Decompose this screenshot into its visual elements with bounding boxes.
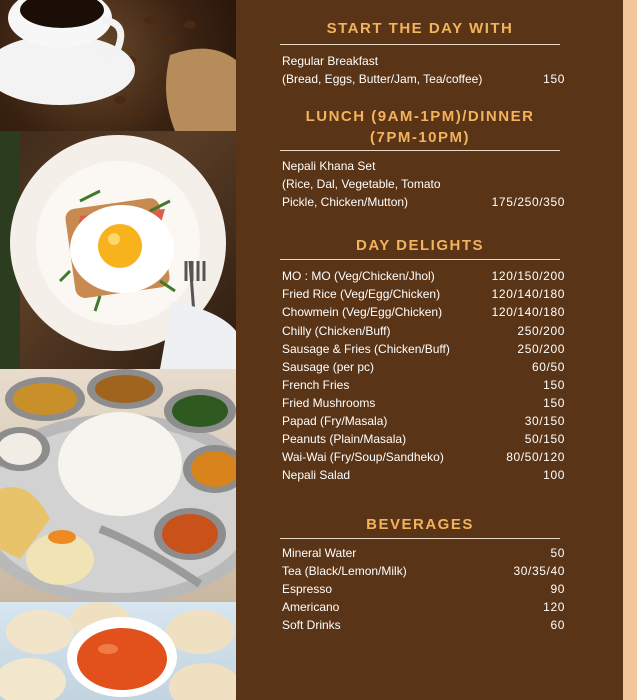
food-photo-column (0, 0, 236, 700)
menu-item-name: Fried Rice (Veg/Egg/Chicken) (282, 287, 441, 301)
beverage-item-price: 120 (543, 600, 565, 614)
day-delights-divider (280, 259, 560, 260)
beverages-title: BEVERAGES (366, 516, 474, 533)
lunch-section-divider (280, 150, 560, 151)
menu-item-price: 150 (543, 396, 565, 410)
menu-item-name: Chilly (Chicken/Buff) (282, 324, 391, 338)
menu-item-price: 100 (543, 468, 565, 482)
regular-breakfast-price: 150 (543, 72, 565, 86)
menu-item-price: 30/150 (524, 414, 565, 428)
beverage-item-price: 50 (550, 546, 565, 560)
regular-breakfast-desc: (Bread, Eggs, Butter/Jam, Tea/coffee) (282, 72, 483, 86)
beverage-item-name: Espresso (282, 582, 333, 596)
menu-item-name: MO : MO (Veg/Chicken/Jhol) (282, 269, 435, 283)
beverage-item-name: Soft Drinks (282, 618, 341, 632)
start-section-title: START THE DAY WITH (326, 20, 514, 37)
coffee-photo (0, 0, 236, 131)
menu-item-name: French Fries (282, 378, 350, 392)
menu-item-name: Peanuts (Plain/Masala) (282, 432, 407, 446)
menu-item-price: 120/140/180 (491, 287, 565, 301)
lunch-section-title-line1: LUNCH (9AM-1PM)/DINNER (305, 108, 535, 125)
menu-item-price: 250/200 (517, 324, 565, 338)
menu-item-price: 250/200 (517, 342, 565, 356)
beverage-item-name: Tea (Black/Lemon/Milk) (282, 564, 407, 578)
menu-item-price: 150 (543, 378, 565, 392)
menu-item-price: 50/150 (524, 432, 565, 446)
nepali-khana-desc-2: Pickle, Chicken/Mutton) (282, 195, 409, 209)
thali-photo (0, 369, 236, 602)
menu-item-name: Sausage (per pc) (282, 360, 375, 374)
menu-item-name: Fried Mushrooms (282, 396, 376, 410)
menu-item-price: 120/150/200 (491, 269, 565, 283)
beverage-item-name: Mineral Water (282, 546, 357, 560)
nepali-khana-desc-1: (Rice, Dal, Vegetable, Tomato (282, 177, 441, 191)
beverage-item-price: 90 (550, 582, 565, 596)
menu-item-name: Papad (Fry/Masala) (282, 414, 388, 428)
lunch-section-title-line2: (7PM-10PM) (369, 129, 470, 146)
egg-photo (0, 131, 236, 369)
nepali-khana-price: 175/250/350 (491, 195, 565, 209)
start-section-divider (280, 44, 560, 45)
menu-item-price: 80/50/120 (506, 450, 565, 464)
beverage-item-price: 60 (550, 618, 565, 632)
beverage-item-price: 30/35/40 (513, 564, 565, 578)
day-delights-title: DAY DELIGHTS (355, 237, 485, 254)
menu-item-name: Nepali Salad (282, 468, 351, 482)
menu-item-name: Sausage & Fries (Chicken/Buff) (282, 342, 450, 356)
regular-breakfast-name: Regular Breakfast (282, 54, 379, 68)
menu-item-name: Wai-Wai (Fry/Soup/Sandheko) (282, 450, 444, 464)
menu-panel (236, 0, 623, 700)
menu-item-name: Chowmein (Veg/Egg/Chicken) (282, 305, 443, 319)
beverage-item-name: Americano (282, 600, 340, 614)
menu-item-price: 60/50 (531, 360, 565, 374)
nepali-khana-name: Nepali Khana Set (282, 159, 376, 173)
accent-strip (623, 0, 637, 700)
menu-item-price: 120/140/180 (491, 305, 565, 319)
momo-photo (0, 602, 236, 700)
beverages-divider (280, 538, 560, 539)
